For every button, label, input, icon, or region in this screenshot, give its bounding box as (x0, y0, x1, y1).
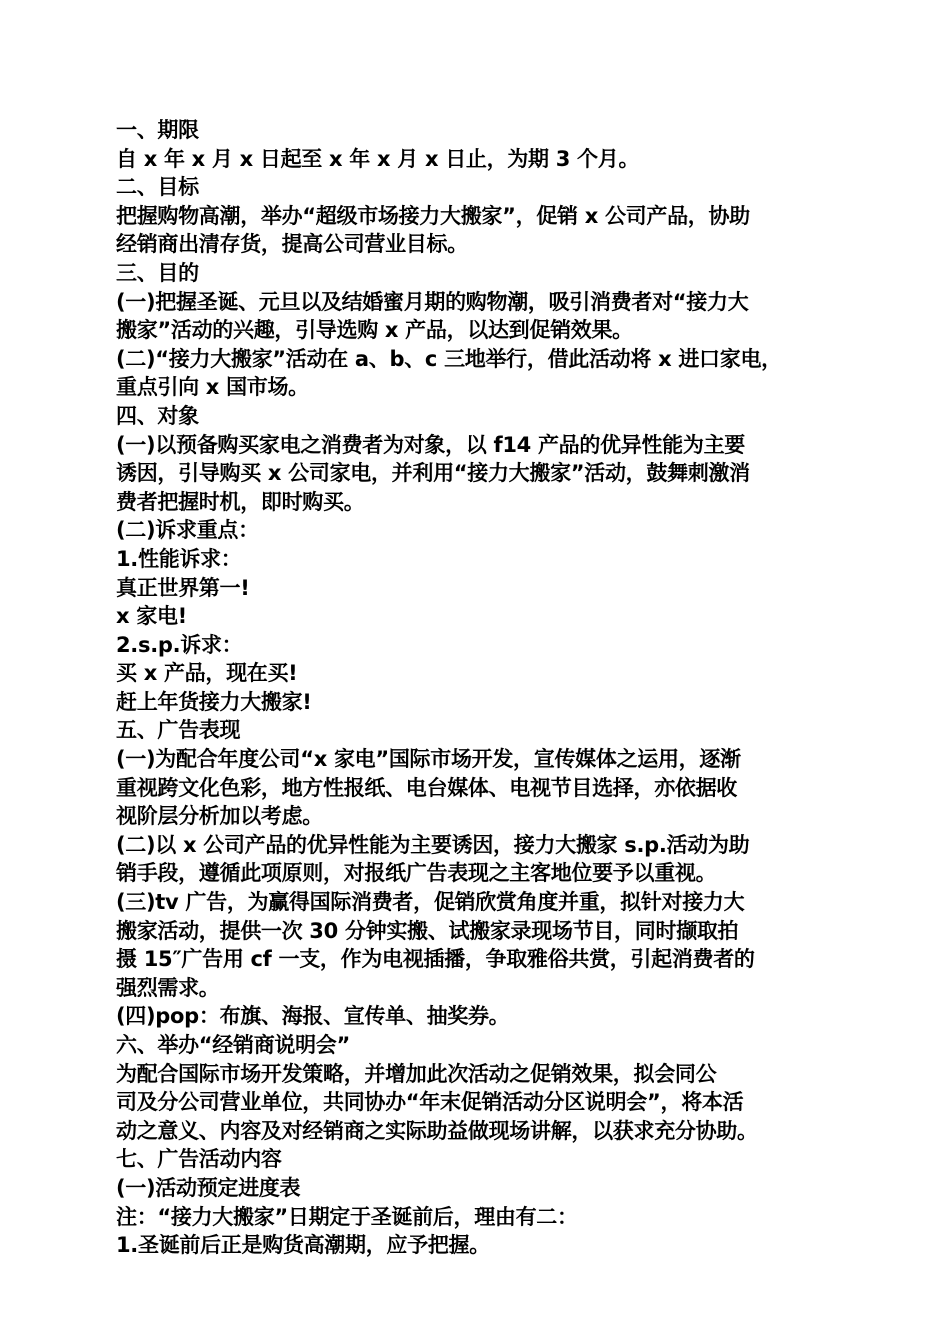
text-line: 七、广告活动内容 (116, 1147, 282, 1172)
text-line: 六、举办“经销商说明会” (116, 1033, 351, 1057)
text-line: 搬家活动，提供一次 30 分钟实搬、试搬家录现场节目，同时撷取拍 (116, 918, 739, 943)
text-line: 重视跨文化色彩，地方性报纸、电台媒体、电视节目选择，亦依据收 (116, 775, 737, 800)
text-line: 一、期限 (116, 118, 199, 142)
text-line: 自 x 年 x 月 x 日起至 x 年 x 月 x 日止，为期 3 个月。 (116, 146, 640, 171)
text-line: 搬家”活动的兴趣，引导选购 x 产品，以达到促销效果。 (116, 318, 633, 343)
text-line: 把握购物高潮，举办“超级市场接力大搬家”，促销 x 公司产品，协助 (116, 203, 750, 228)
text-line: 四、对象 (116, 403, 199, 428)
text-line: (一)活动预定进度表 (116, 1175, 301, 1200)
text-line: (二)“接力大搬家”活动在 a、b、c 三地举行，借此活动将 x 进口家电， (116, 346, 782, 371)
text-line: 动之意义、内容及对经销商之实际助益做现场讲解，以获求充分协助。 (116, 1118, 758, 1143)
text-line: (二)诉求重点： (116, 518, 259, 543)
text-line: (一)以预备购买家电之消费者为对象，以 f14 产品的优异性能为主要 (116, 432, 745, 457)
text-line: 销手段，遵循此项原则，对报纸广告表现之主客地位要予以重视。 (116, 861, 717, 886)
text-line: 真正世界第一! (116, 575, 250, 600)
text-line: 二、目标 (116, 175, 199, 200)
text-line: 费者把握时机，即时购买。 (116, 489, 365, 514)
text-line: 1.性能诉求： (116, 546, 242, 571)
text-line: 为配合国际市场开发策略，并增加此次活动之促销效果，拟会同公 (116, 1061, 717, 1086)
text-line: (一)把握圣诞、元旦以及结婚蜜月期的购物潮，吸引消费者对“接力大 (116, 289, 749, 314)
text-line: 五、广告表现 (116, 718, 241, 743)
text-line: 诱因，引导购买 x 公司家电，并利用“接力大搬家”活动，鼓舞刺激消 (116, 461, 750, 486)
text-line: x 家电! (116, 604, 187, 629)
text-line: 赶上年货接力大搬家! (116, 689, 312, 714)
text-line: 三、目的 (116, 260, 199, 285)
text-line: 2.s.p.诉求： (116, 632, 243, 657)
text-line: 经销商出清存货，提高公司营业目标。 (116, 232, 468, 257)
text-line: 重点引向 x 国市场。 (116, 375, 309, 400)
text-line: (三)tv 广告，为赢得国际消费者，促销欣赏角度并重，拟针对接力大 (116, 890, 745, 915)
text-line: (一)为配合年度公司“x 家电”国际市场开发，宣传媒体之运用，逐渐 (116, 747, 741, 772)
text-line: 摄 15″广告用 cf 一支，作为电视插播，争取雅俗共赏，引起消费者的 (116, 947, 755, 972)
text-line: 买 x 产品，现在买! (116, 661, 298, 686)
text-line: 强烈需求。 (116, 975, 220, 1000)
text-line: 司及分公司营业单位，共同协办“年末促销活动分区说明会”，将本活 (116, 1090, 744, 1115)
text-line: 视阶层分析加以考虑。 (116, 804, 323, 829)
text-line: (四)pop：布旗、海报、宣传单、抽奖券。 (116, 1004, 510, 1029)
document-body (116, 116, 856, 1260)
text-line: 注：“接力大搬家”日期定于圣诞前后，理由有二： (116, 1204, 578, 1229)
text-line: (二)以 x 公司产品的优异性能为主要诱因，接力大搬家 s.p.活动为助 (116, 832, 750, 857)
text-line: 1.圣诞前后正是购货高潮期，应予把握。 (116, 1233, 490, 1258)
